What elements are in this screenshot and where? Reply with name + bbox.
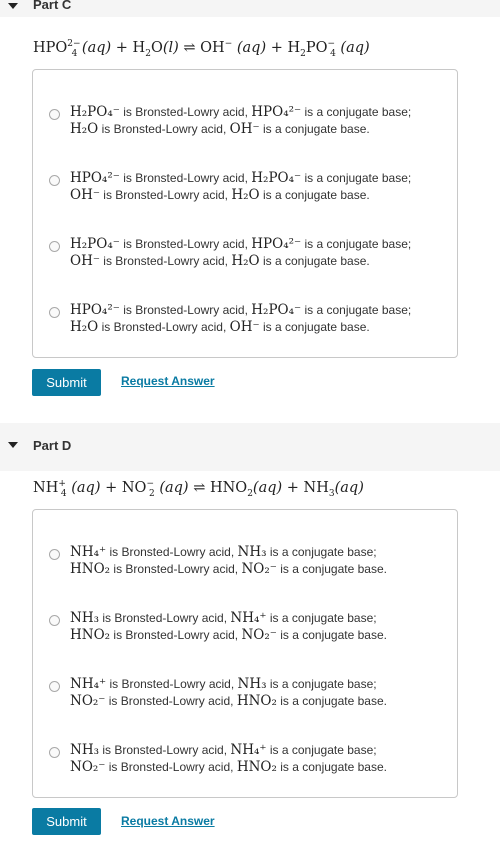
caret-down-icon[interactable] [8, 442, 18, 448]
formula: H₂O [231, 253, 260, 269]
formula: H₂PO₄⁻ [251, 170, 302, 186]
radio-button[interactable] [49, 241, 60, 252]
eq-term: H [132, 40, 146, 56]
eq-sup: − [327, 39, 336, 50]
text: is Bronsted-Lowry acid, [119, 105, 252, 119]
text: is a conjugate base; [301, 237, 412, 251]
formula: NH₄⁺ [230, 610, 267, 626]
eq-sub: 2 [300, 48, 306, 59]
part-d-choices [32, 509, 458, 798]
text: is Bronsted-Lowry acid, [99, 254, 232, 268]
text: is Bronsted-Lowry acid, [99, 611, 231, 625]
choice-text [70, 170, 450, 204]
eq-term: NH [33, 480, 59, 496]
part-d-equation [33, 479, 364, 499]
eq-sub: 4 [60, 488, 67, 499]
formula: HPO₄²⁻ [251, 104, 302, 120]
formula: NH₃ [237, 676, 267, 692]
submit-button[interactable]: Submit [32, 369, 101, 396]
eq-sup: + [58, 479, 66, 490]
eq-sup: − [224, 39, 233, 50]
text: is a conjugate base; [301, 303, 412, 317]
eq-sub: 4 [330, 48, 336, 59]
eq-sub: 3 [328, 488, 335, 499]
formula: H₂PO₄⁻ [251, 302, 302, 318]
formula: HNO₂ [70, 627, 111, 643]
formula: H₂O [70, 121, 99, 137]
radio-button[interactable] [49, 747, 60, 758]
text: is Bronsted-Lowry acid, [98, 320, 230, 334]
formula: NH₄⁺ [70, 544, 107, 560]
text: is Bronsted-Lowry acid, [110, 562, 242, 576]
text: is a conjugate base; [266, 743, 377, 757]
part-d-header[interactable] [0, 423, 500, 471]
eq-state: (aq) [236, 40, 267, 56]
text: is Bronsted-Lowry acid, [106, 677, 238, 691]
text: is Bronsted-Lowry acid, [119, 237, 252, 251]
formula: OH⁻ [70, 253, 100, 269]
choice-text [70, 236, 450, 270]
text: is a conjugate base. [276, 760, 387, 774]
eq-term: NH [303, 480, 329, 496]
text: is Bronsted-Lowry acid, [110, 628, 242, 642]
choice-text [70, 544, 450, 578]
eq-sub: 2 [148, 488, 155, 499]
choice-text [70, 104, 450, 138]
radio-button[interactable] [49, 175, 60, 186]
eq-term: HNO [209, 480, 248, 496]
formula: NH₃ [70, 742, 99, 758]
formula: HNO₂ [236, 693, 277, 709]
text: is Bronsted-Lowry acid, [106, 545, 238, 559]
formula: HNO₂ [236, 759, 277, 775]
choice-text [70, 676, 450, 710]
eq-sup: − [146, 479, 154, 490]
request-answer-link[interactable]: Request Answer [121, 814, 215, 828]
formula: NO₂⁻ [241, 627, 277, 643]
caret-down-icon[interactable] [8, 3, 18, 9]
formula: H₂PO₄⁻ [70, 236, 120, 252]
formula: NH₄⁺ [230, 742, 267, 758]
eq-arrow: ⇌ [193, 480, 206, 496]
text: is Bronsted-Lowry acid, [99, 188, 232, 202]
part-c-choices [32, 69, 458, 358]
part-d-title: Part D [33, 438, 72, 453]
formula: H₂O [70, 319, 99, 335]
eq-state: (aq) [340, 40, 370, 56]
text: is Bronsted-Lowry acid, [105, 760, 237, 774]
eq-state: (aq) [334, 480, 364, 496]
eq-sup: 2− [67, 39, 81, 50]
text: is a conjugate base. [259, 320, 370, 334]
eq-plus: + [286, 480, 299, 496]
text: is a conjugate base; [301, 105, 412, 119]
radio-button[interactable] [49, 681, 60, 692]
text: is Bronsted-Lowry acid, [119, 303, 252, 317]
text: is Bronsted-Lowry acid, [98, 122, 230, 136]
text: is a conjugate base. [259, 188, 370, 202]
formula: NO₂⁻ [70, 693, 106, 709]
radio-button[interactable] [49, 549, 60, 560]
formula: H₂PO₄⁻ [70, 104, 120, 120]
eq-term: OH [200, 40, 225, 56]
eq-term: O [150, 40, 163, 56]
eq-term: HPO [33, 40, 68, 56]
choice-text [70, 610, 450, 644]
eq-plus: + [115, 40, 128, 56]
text: is Bronsted-Lowry acid, [119, 171, 252, 185]
eq-plus: + [270, 40, 283, 56]
formula: NH₃ [237, 544, 267, 560]
choice-text [70, 302, 450, 336]
radio-button[interactable] [49, 307, 60, 318]
eq-term: H [287, 40, 301, 56]
text: is a conjugate base. [276, 628, 387, 642]
eq-state: (l) [162, 40, 179, 56]
formula: HPO₄²⁻ [70, 302, 120, 318]
text: is a conjugate base; [266, 611, 377, 625]
eq-sub: 4 [71, 48, 78, 59]
formula: OH⁻ [70, 187, 100, 203]
formula: NO₂⁻ [241, 561, 277, 577]
eq-term: PO [305, 40, 328, 56]
eq-arrow: ⇌ [183, 40, 196, 56]
formula: HPO₄²⁻ [251, 236, 302, 252]
eq-state: (aq) [71, 480, 101, 496]
formula: OH⁻ [229, 319, 260, 335]
text: is Bronsted-Lowry acid, [105, 694, 237, 708]
part-c-equation [33, 39, 370, 59]
text: is Bronsted-Lowry acid, [99, 743, 231, 757]
radio-button[interactable] [49, 615, 60, 626]
submit-button[interactable]: Submit [32, 808, 101, 835]
eq-state: (aq) [159, 480, 189, 496]
eq-sub: 2 [145, 48, 151, 59]
text: is a conjugate base. [259, 122, 370, 136]
eq-sub: 2 [247, 488, 253, 499]
formula: NH₄⁺ [70, 676, 107, 692]
eq-state: (aq) [252, 480, 283, 496]
text: is a conjugate base. [276, 562, 387, 576]
text: is a conjugate base; [266, 677, 377, 691]
radio-button[interactable] [49, 109, 60, 120]
formula: HNO₂ [70, 561, 111, 577]
request-answer-link[interactable]: Request Answer [121, 374, 215, 388]
text: is a conjugate base; [266, 545, 377, 559]
formula: HPO₄²⁻ [70, 170, 120, 186]
text: is a conjugate base. [276, 694, 387, 708]
formula: OH⁻ [229, 121, 260, 137]
text: is a conjugate base; [301, 171, 412, 185]
part-c-title: Part C [33, 0, 72, 12]
choice-text [70, 742, 450, 776]
formula: H₂O [231, 187, 260, 203]
formula: NH₃ [70, 610, 99, 626]
eq-state: (aq) [81, 40, 112, 56]
eq-plus: + [105, 480, 118, 496]
text: is a conjugate base. [259, 254, 370, 268]
formula: NO₂⁻ [70, 759, 106, 775]
eq-term: NO [121, 480, 147, 496]
part-c-header[interactable] [0, 0, 500, 17]
